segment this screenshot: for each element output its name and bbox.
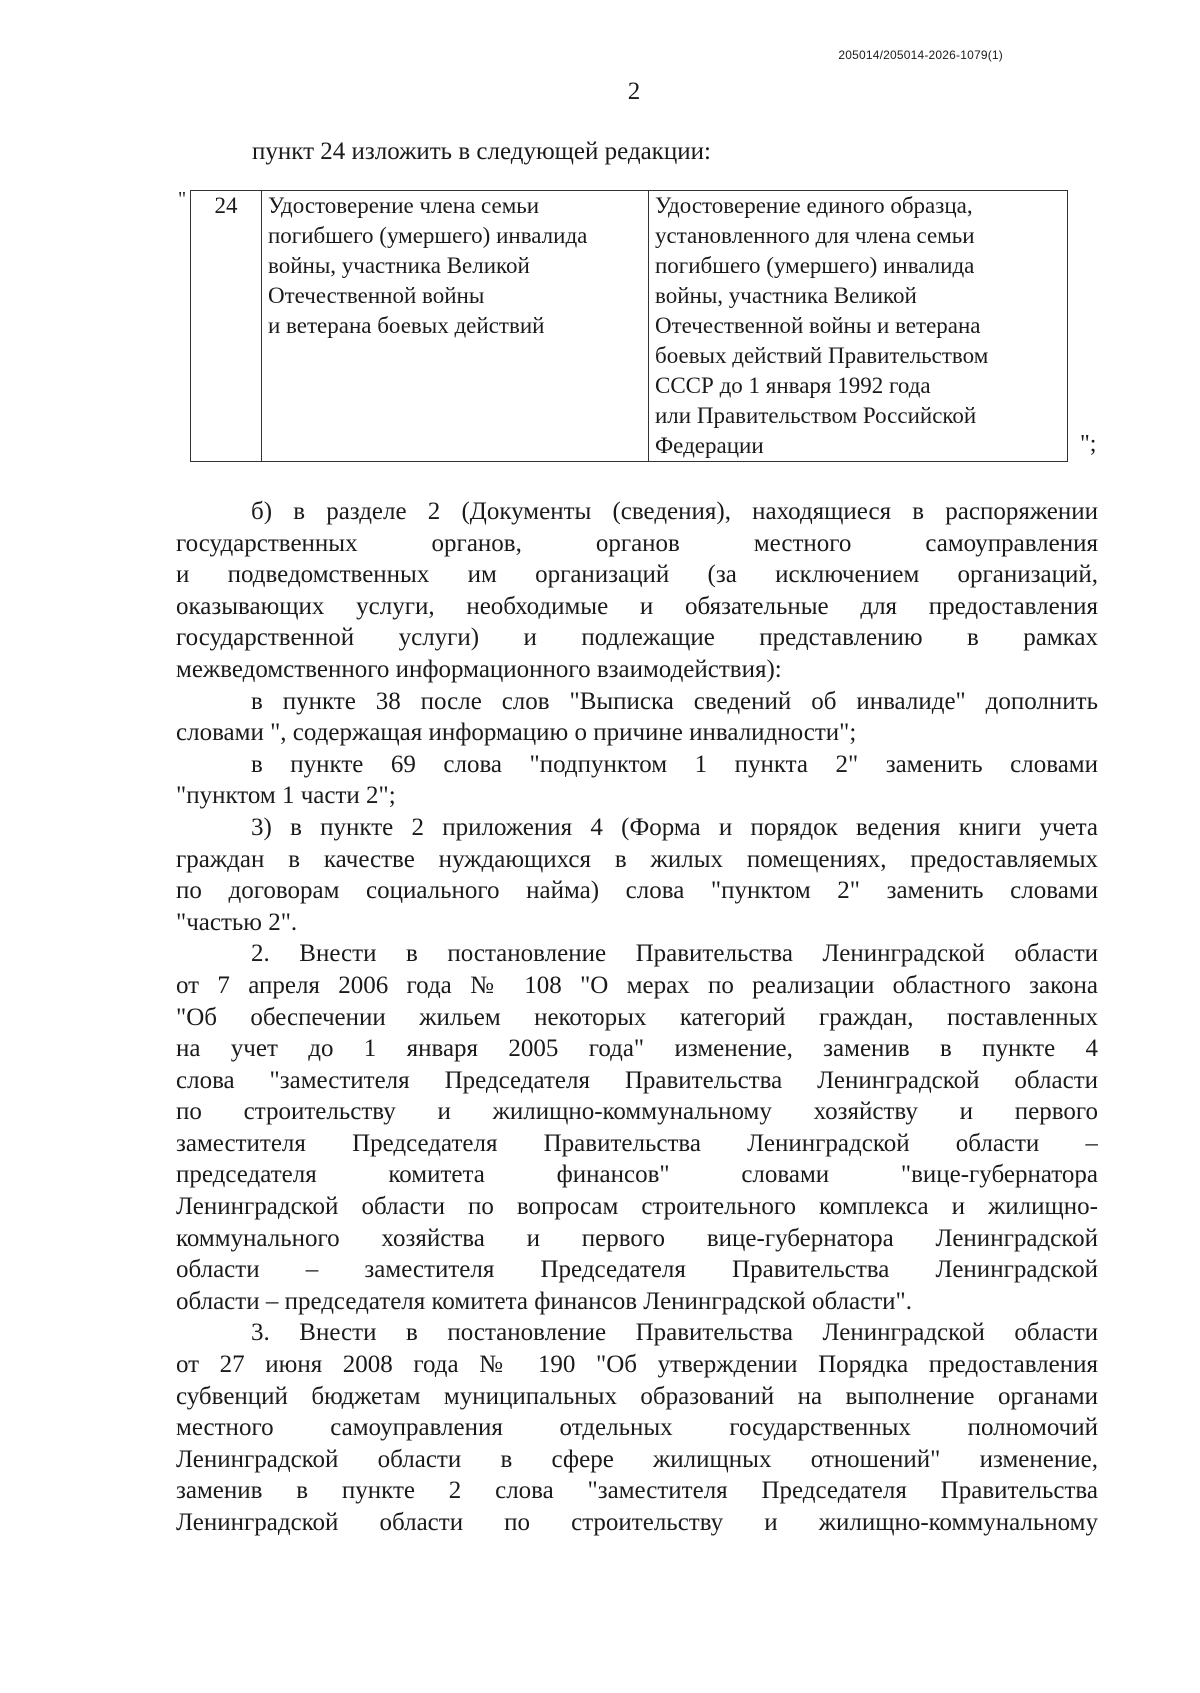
cell-line: СССР до 1 января 1992 года <box>655 373 931 398</box>
paragraph-line: "пунктом 1 части 2"; <box>176 782 396 810</box>
paragraph-line: Ленинградской области по строительству и жилищно-коммунальному <box>176 1509 1098 1536</box>
cell-line: войны, участника Великой <box>268 253 530 278</box>
intro-line: пункт 24 изложить в следующей редакции: <box>252 138 711 165</box>
paragraph-line: субвенций бюджетам муниципальных образований на выполнение органами <box>176 1382 1098 1410</box>
paragraph-line: оказывающих услуги, необходимые и обязательные для предоставления <box>176 592 1098 620</box>
paragraph-line: области – заместителя Председателя Правительства Ленинградской <box>176 1256 1098 1284</box>
paragraph-line: 2. Внести в постановление Правительства Ленинградской области <box>251 940 1098 968</box>
document-name-cell <box>262 191 649 462</box>
paragraph-line: на учет до 1 января 2005 года" изменение, заменив в пункте 4 <box>176 1035 1098 1063</box>
cell-line: Отечественной войны <box>268 283 485 308</box>
paragraph-line: от 27 июня 2008 года № 190 "Об утверждении Порядка предоставления <box>176 1351 1098 1379</box>
page-number: 2 <box>627 78 641 105</box>
item-number-cell: 24 <box>191 191 262 462</box>
cell-line: Удостоверение единого образца, <box>655 193 973 218</box>
paragraph-line: "частью 2". <box>176 908 298 936</box>
document-description-cell <box>649 191 1068 462</box>
cell-line: и ветерана боевых действий <box>268 313 545 338</box>
paragraph-line: Ленинградской области в сфере жилищных отношений" изменение, <box>176 1445 1098 1473</box>
paragraph-line: "Об обеспечении жильем некоторых категорий граждан, поставленных <box>176 1003 1098 1031</box>
cell-line: погибшего (умершего) инвалида <box>655 253 975 278</box>
paragraph-line: б) в разделе 2 (Документы (сведения), находящиеся в распоряжении <box>251 498 1098 525</box>
table-quote-open: " <box>178 188 187 210</box>
cell-line: или Правительством Российской <box>655 403 977 428</box>
paragraph-line: коммунального хозяйства и первого вице-губернатора Ленинградской <box>176 1224 1098 1252</box>
cell-line: погибшего (умершего) инвалида <box>268 223 588 248</box>
paragraph-line: Ленинградской области по вопросам строительного комплекса и жилищно- <box>176 1193 1098 1221</box>
paragraph-line: по договорам социального найма) слова "пунктом 2" заменить словами <box>176 877 1098 905</box>
cell-line: Удостоверение члена семьи <box>268 193 540 218</box>
body-text <box>176 496 1098 1539</box>
cell-line: войны, участника Великой <box>655 283 917 308</box>
cell-line: Федерации <box>655 433 764 458</box>
paragraph-line: 3) в пункте 2 приложения 4 (Форма и порядок ведения книги учета <box>251 813 1098 841</box>
paragraph-line: 3. Внести в постановление Правительства Ленинградской области <box>251 1319 1098 1347</box>
item-table <box>190 190 1068 462</box>
paragraph-line: словами ", содержащая информацию о причине инвалидности"; <box>176 719 857 747</box>
paragraph-line: в пункте 69 слова "подпунктом 1 пункта 2" заменить словами <box>251 750 1098 778</box>
cell-line: боевых действий Правительством <box>655 343 989 368</box>
cell-line: установленного для члена семьи <box>655 223 975 248</box>
paragraph-line: межведомственного информационного взаимодействия): <box>176 655 782 683</box>
paragraph-line: области – председателя комитета финансов Ленинградской области". <box>176 1287 913 1315</box>
paragraph-line: местного самоуправления отдельных государственных полномочий <box>176 1414 1098 1442</box>
cell-line: Отечественной войны и ветерана <box>655 313 981 338</box>
paragraph-line: председателя комитета финансов" словами "вице-губернатора <box>176 1161 1098 1189</box>
paragraph-line: по строительству и жилищно-коммунальному хозяйству и первого <box>176 1098 1098 1126</box>
table-row <box>191 191 1068 462</box>
document-id: 205014/205014-2026-1079(1) <box>838 48 1003 62</box>
paragraph-line: от 7 апреля 2006 года № 108 "О мерах по реализации областного закона <box>176 971 1098 999</box>
paragraph-line: заместителя Председателя Правительства Ленинградской области – <box>176 1129 1098 1157</box>
table-quote-close: "; <box>1080 431 1097 457</box>
paragraph-line: государственных органов, органов местного самоуправления <box>176 529 1098 557</box>
paragraph-line: и подведомственных им организаций (за исключением организаций, <box>176 561 1098 589</box>
paragraph-line: государственной услуги) и подлежащие представлению в рамках <box>176 624 1098 652</box>
paragraph-line: в пункте 38 после слов "Выписка сведений об инвалиде" дополнить <box>251 687 1098 715</box>
paragraph-line: граждан в качестве нуждающихся в жилых помещениях, предоставляемых <box>176 845 1098 873</box>
paragraph-line: заменив в пункте 2 слова "заместителя Председателя Правительства <box>176 1477 1098 1505</box>
paragraph-line: слова "заместителя Председателя Правительства Ленинградской области <box>176 1066 1098 1094</box>
